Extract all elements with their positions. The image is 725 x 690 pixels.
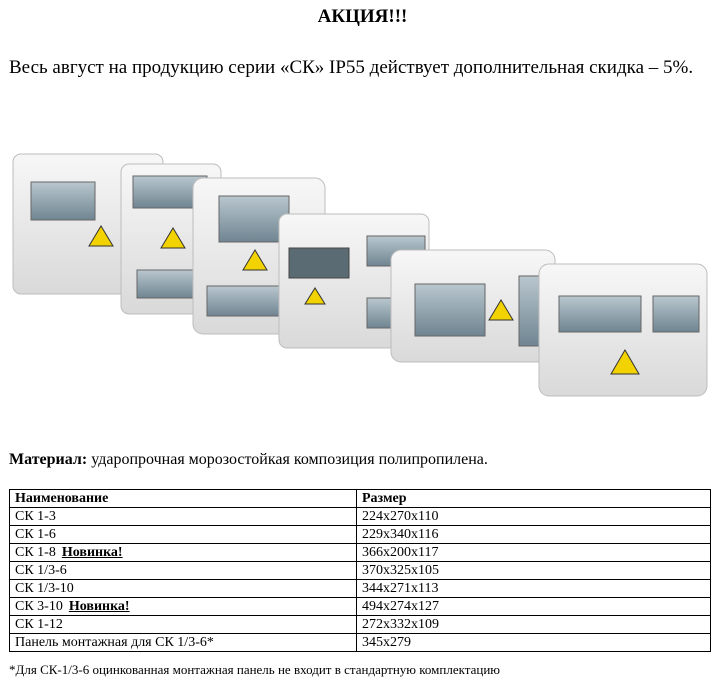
row-name-text: СК 1-3	[15, 509, 56, 524]
row-size: 494x274x127	[357, 598, 711, 616]
row-name	[10, 616, 357, 634]
table-row	[10, 544, 711, 562]
row-name-text: СК 1-12	[15, 617, 63, 632]
row-name-text: СК 1/3-6	[15, 563, 67, 578]
row-size: 229x340x116	[357, 526, 711, 544]
row-size: 345x279	[357, 634, 711, 652]
row-name	[10, 562, 357, 580]
header-size: Размер	[357, 490, 711, 508]
row-size: 224x270x110	[357, 508, 711, 526]
row-name	[10, 526, 357, 544]
material-label: Материал:	[9, 451, 88, 468]
material-line	[9, 451, 488, 469]
row-name	[10, 508, 357, 526]
row-name-text: СК 1-8	[15, 545, 56, 560]
spec-table	[9, 489, 711, 652]
row-name	[10, 580, 357, 598]
table-header-row	[10, 490, 711, 508]
row-name	[10, 634, 357, 652]
row-name	[10, 544, 357, 562]
new-badge: Новинка!	[68, 599, 130, 614]
header-name: Наименование	[10, 490, 357, 508]
row-name-text: СК 1-6	[15, 527, 56, 542]
new-badge: Новинка!	[61, 545, 123, 560]
row-name-text: СК 1/3-10	[15, 581, 74, 596]
table-row	[10, 634, 711, 652]
table-row	[10, 526, 711, 544]
table-row	[10, 598, 711, 616]
enclosure-box	[391, 250, 555, 362]
row-name-text: СК 3-10	[15, 599, 63, 614]
row-size: 370x325x105	[357, 562, 711, 580]
footnote: *Для СК-1/3-6 оцинкованная монтажная панель не входит в стандартную комплектацию	[9, 662, 500, 677]
row-name	[10, 598, 357, 616]
page-title: АКЦИЯ!!!	[317, 6, 408, 27]
enclosure-box	[539, 264, 707, 396]
material-text: ударопрочная морозостойкая композиция полипропилена.	[87, 451, 488, 468]
table-row	[10, 562, 711, 580]
product-photo	[9, 138, 709, 408]
table-row	[10, 616, 711, 634]
table-row	[10, 508, 711, 526]
row-size: 344x271x113	[357, 580, 711, 598]
table-row	[10, 580, 711, 598]
row-size: 272x332x109	[357, 616, 711, 634]
row-name-text: Панель монтажная для СК 1/3-6*	[15, 635, 214, 650]
promo-text: Весь август на продукцию серии «СК» IP55 действует дополнительная скидка – 5%.	[9, 57, 694, 78]
row-size: 366x200x117	[357, 544, 711, 562]
